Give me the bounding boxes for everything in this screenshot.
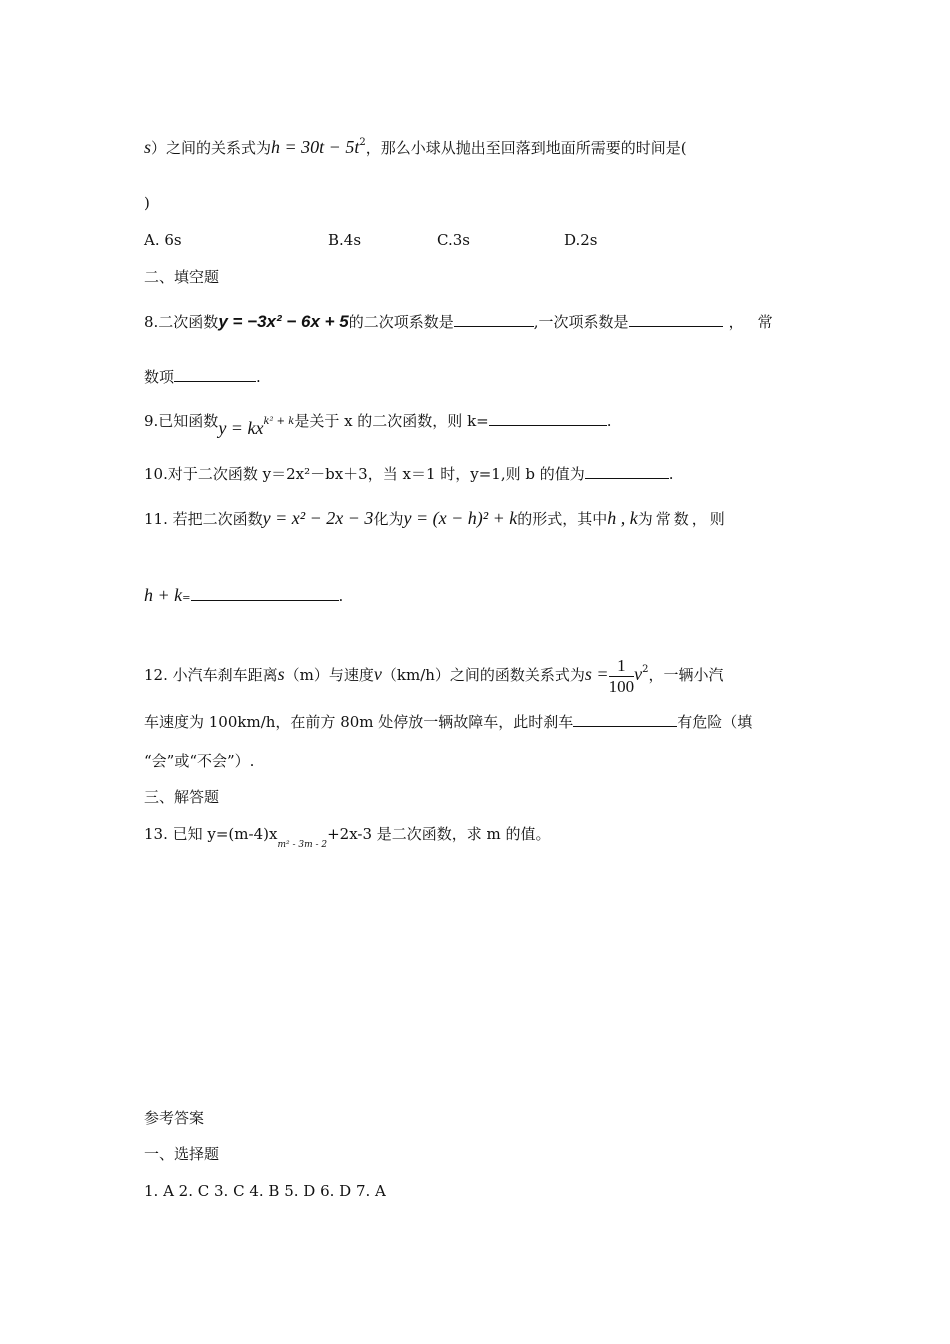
q11-t3: 为常数，则 — [637, 510, 728, 528]
q8-line2 — [144, 367, 261, 387]
q12-line2b: 有危险（填 — [677, 713, 753, 731]
q9-blank[interactable] — [489, 411, 607, 426]
q7-option-c: C.3s — [437, 231, 470, 249]
q7-s-var: s — [144, 137, 152, 157]
q11-line1 — [144, 508, 728, 529]
q12-v: v — [373, 664, 382, 684]
q11-pre: 11. 若把二次函数 — [144, 510, 263, 528]
q9-formula: y = kx — [218, 418, 264, 438]
q8-t1: 的二次项系数是 — [348, 313, 454, 331]
q8-blank3[interactable] — [174, 367, 256, 382]
q13-post: +2x-3 是二次函数，求 m 的值。 — [327, 825, 551, 843]
q12-line2a: 车速度为 100km/h，在前方 80m 处停放一辆故障车，此时刹车 — [144, 713, 574, 731]
q8-blank1[interactable] — [454, 312, 534, 327]
q12-blank[interactable] — [573, 712, 677, 727]
q7-line — [144, 133, 687, 158]
q10-line — [144, 464, 674, 484]
q12-fraction — [609, 656, 635, 697]
q10-end: . — [668, 465, 674, 483]
q7-text2: ，那么小球从抛出至回落到地面所需要的时间是( — [365, 139, 687, 157]
section-solve-heading: 三、解答题 — [144, 788, 220, 806]
q7-option-d: D.2s — [564, 231, 598, 249]
q9-t1: 是关于 x 的二次函数，则 k= — [294, 412, 489, 430]
q11-f2: y = (x − h)² + k — [403, 508, 518, 528]
q12-t3: ，一辆小汽 — [648, 666, 724, 684]
q8-end: . — [256, 368, 261, 386]
choice-heading: 一、选择题 — [144, 1145, 220, 1163]
q12-pre: 12. 小汽车刹车距离 — [144, 666, 278, 684]
q11-f4: h + k — [144, 585, 183, 605]
q11-f3: h , k — [607, 508, 638, 528]
q7-option-a: A. 6s — [144, 231, 182, 249]
q11-t1: 化为 — [373, 510, 404, 528]
q12-numerator: 1 — [609, 656, 635, 677]
q13-line — [144, 824, 551, 855]
q7-exp: 2 — [359, 137, 366, 148]
q10-blank[interactable] — [585, 464, 669, 479]
q7-text1: ）之间的关系式为 — [151, 139, 272, 157]
q7-close: ) — [144, 194, 150, 212]
q9-end: . — [606, 412, 612, 430]
q12-rhs: v — [634, 664, 643, 684]
q12-rhs-exp: 2 — [642, 664, 649, 675]
q8-blank2[interactable] — [629, 312, 723, 327]
q12-lhs: s = — [584, 664, 609, 684]
q8-line1 — [144, 312, 787, 332]
section-fill-heading: 二、填空题 — [144, 268, 220, 286]
q8-pre: 8.二次函数 — [144, 313, 219, 331]
answers-heading: 参考答案 — [144, 1109, 205, 1127]
q9-exp: k² + k — [263, 416, 295, 427]
answer-line: 1. A 2. C 3. C 4. B 5. D 6. D 7. A — [144, 1182, 386, 1200]
q12-line2 — [144, 712, 752, 732]
q7-formula: h = 30t − 5t — [271, 137, 360, 157]
q13-pre: 13. 已知 y=(m-4)x — [144, 825, 278, 843]
q11-line2 — [144, 585, 343, 609]
q13-exp: m² - 3m - 2 — [277, 840, 328, 850]
q10-text: 10.对于二次函数 y＝2x²－bx＋3，当 x＝1 时，y=1,则 b 的值为 — [144, 465, 585, 483]
q11-t2: 的形式，其中 — [517, 510, 608, 528]
q12-t2: （km/h）之间的函数关系式为 — [381, 666, 585, 684]
q11-eq: = — [182, 593, 191, 604]
q12-s: s — [277, 664, 285, 684]
q11-f1: y = x² − 2x − 3 — [262, 508, 374, 528]
q12-line3: “会”或“不会”）. — [144, 752, 255, 770]
q7-option-b: B.4s — [328, 231, 362, 249]
q12-t1: （m）与速度 — [284, 666, 374, 684]
q8-t3: ，常 — [728, 313, 787, 331]
q12-line1 — [144, 650, 723, 697]
q8-t2: ,一次项系数是 — [533, 313, 629, 331]
q11-blank[interactable] — [191, 586, 339, 601]
q9-line — [144, 410, 612, 438]
q12-denominator: 100 — [608, 676, 635, 696]
q9-pre: 9.已知函数 — [144, 412, 219, 430]
q8-t4: 数项 — [144, 368, 175, 386]
q8-formula: y = −3x² − 6x + 5 — [218, 312, 349, 331]
q11-end: . — [338, 587, 344, 605]
